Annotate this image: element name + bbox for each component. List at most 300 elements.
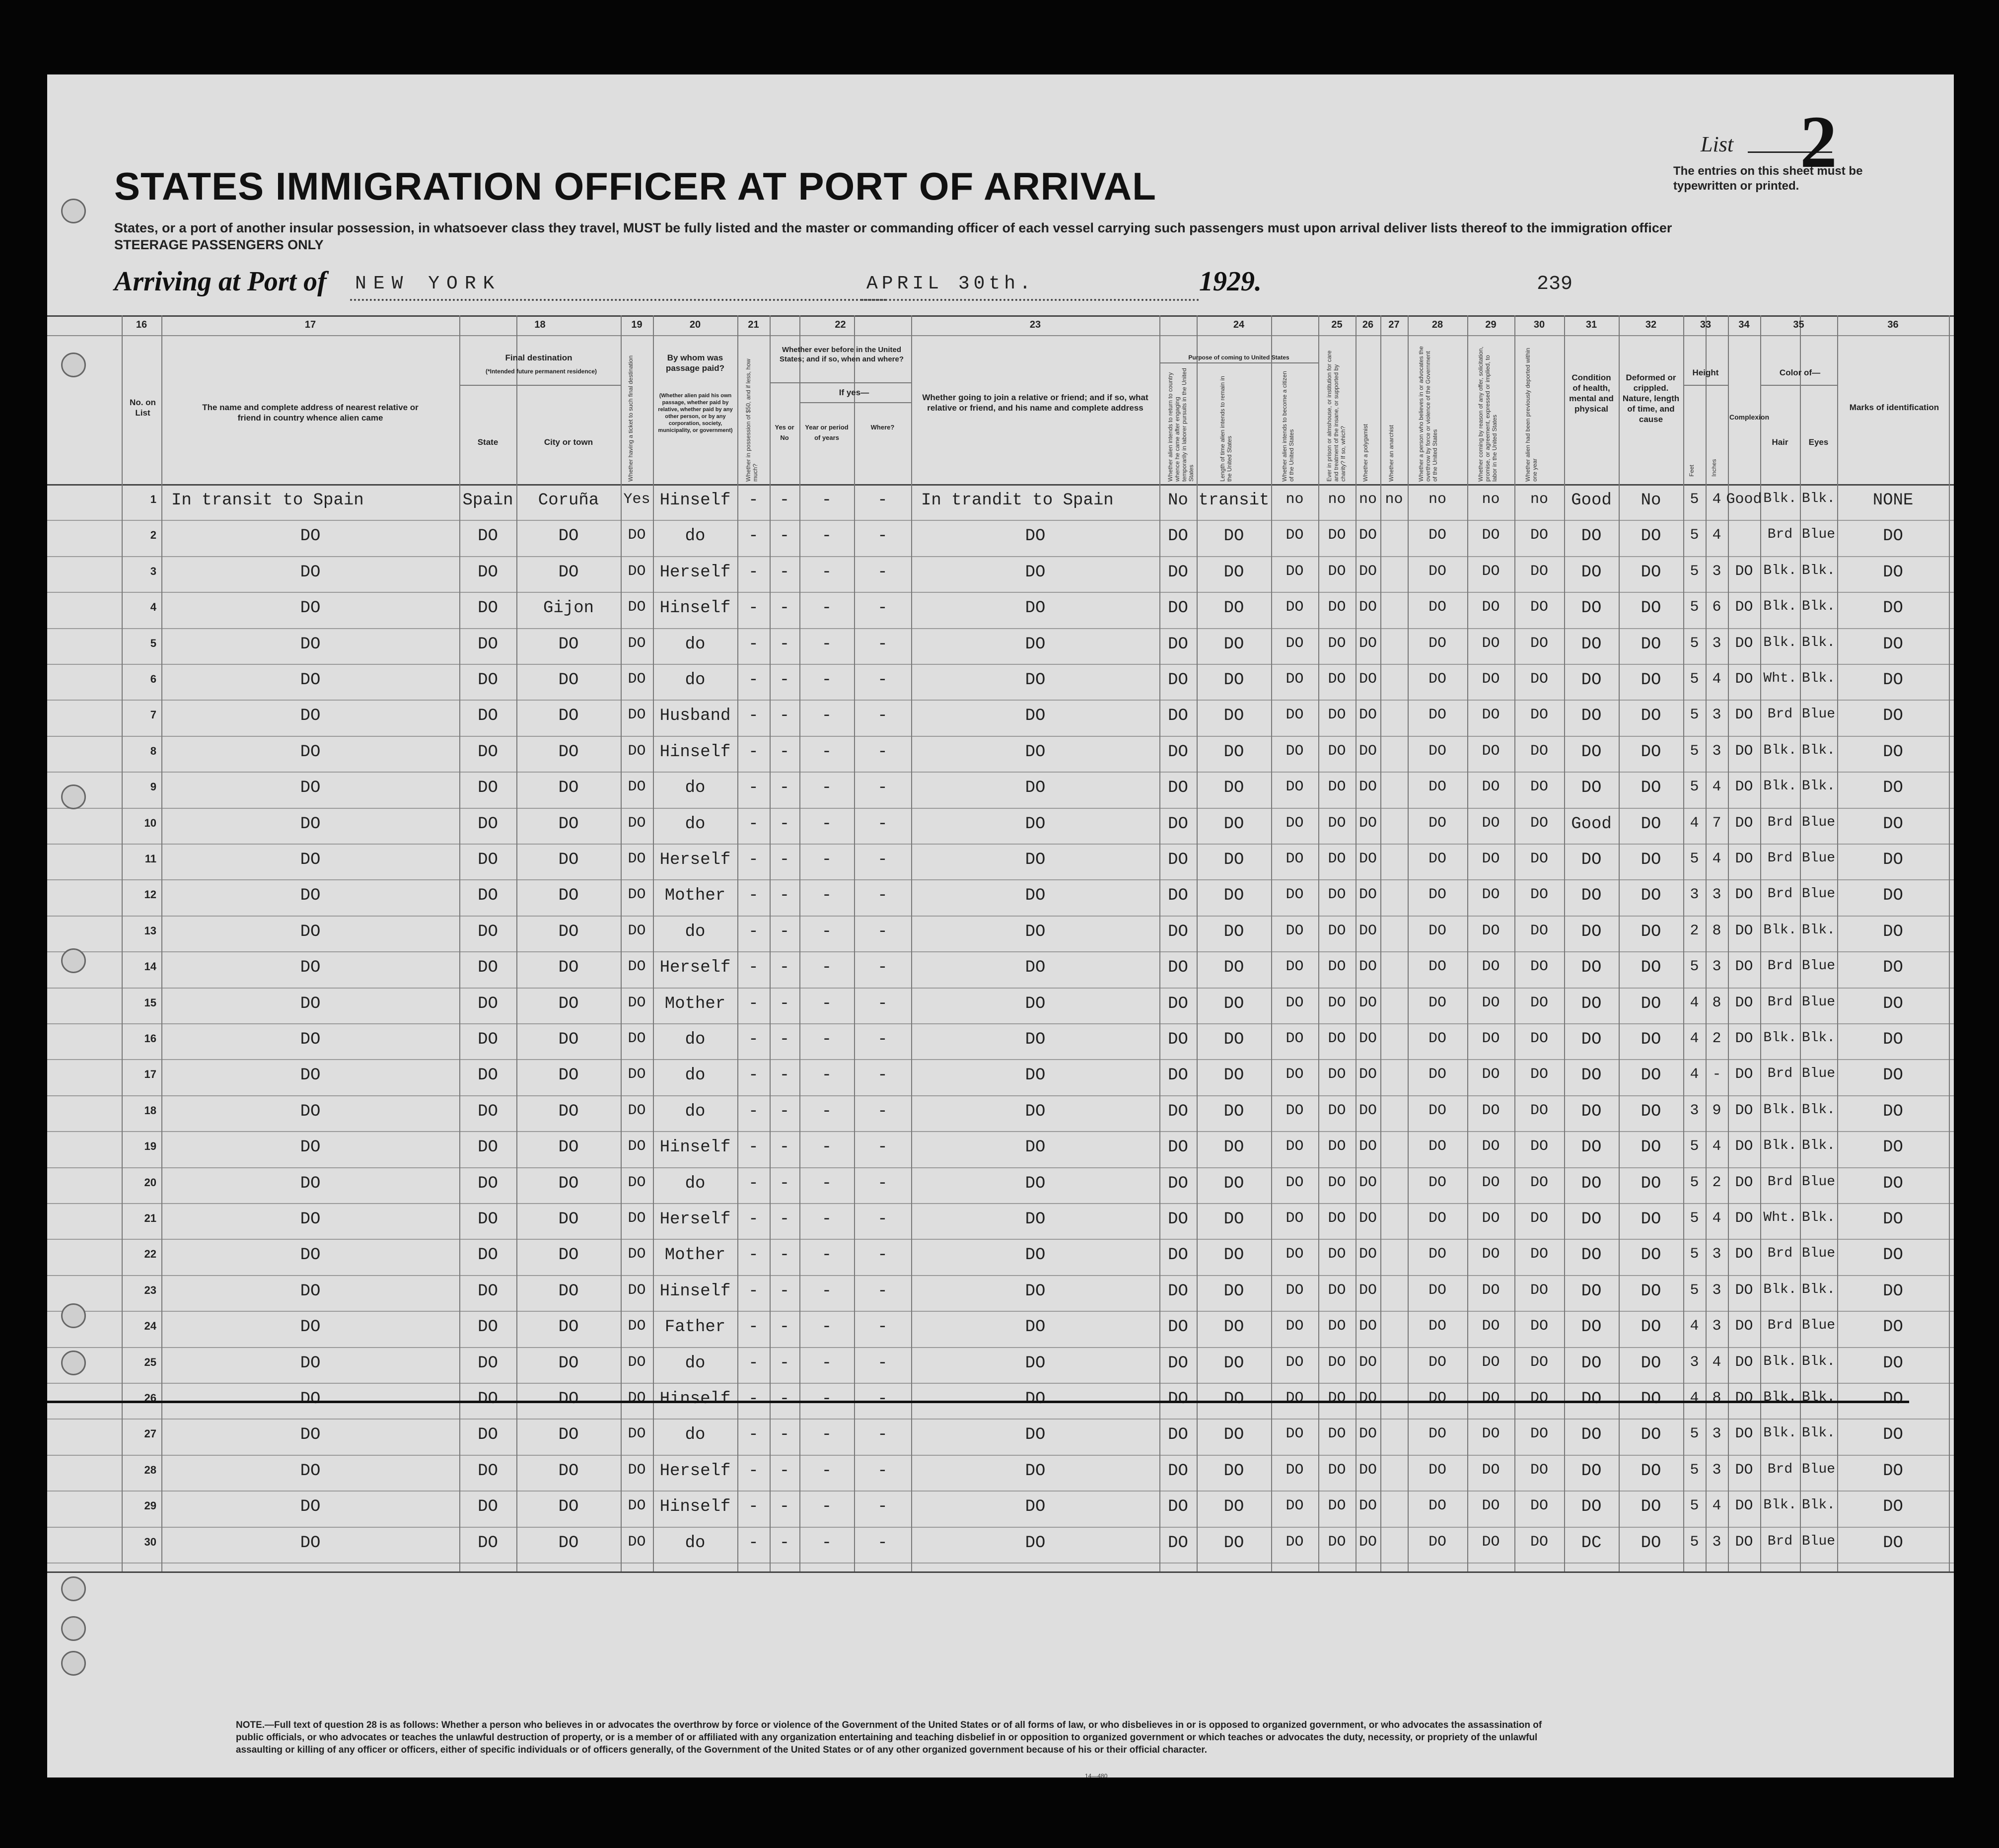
cell-in: 3 bbox=[1712, 1246, 1721, 1263]
header-polygamist: Whether a polygamist bbox=[1362, 424, 1369, 482]
cell-c25: DO bbox=[1328, 527, 1346, 544]
cell-hair: Blk. bbox=[1763, 1282, 1797, 1297]
cell-marks: DO bbox=[1883, 1246, 1903, 1265]
cell-rel: DO bbox=[300, 1066, 321, 1085]
header-final-destination-note: (*Intended future permanent residence) bbox=[485, 368, 597, 375]
cell-c28: DO bbox=[1428, 1138, 1447, 1155]
header-where: Where? bbox=[870, 424, 895, 431]
cell-city: DO bbox=[558, 527, 579, 546]
cell-tick: DO bbox=[628, 1534, 646, 1551]
cell-c22a: - bbox=[779, 671, 790, 690]
cell-p2: DO bbox=[1223, 1246, 1244, 1265]
cell-comp: DO bbox=[1735, 1174, 1753, 1191]
cell-paid: do bbox=[685, 1066, 706, 1085]
cell-ft: 3 bbox=[1690, 1354, 1699, 1371]
row-number: 8 bbox=[150, 745, 156, 757]
cell-p3: DO bbox=[1285, 1102, 1304, 1119]
cell-c22c: - bbox=[877, 1138, 888, 1157]
cell-c25: DO bbox=[1328, 1462, 1346, 1479]
cell-marks: DO bbox=[1883, 1066, 1903, 1085]
cell-c30: DO bbox=[1530, 1462, 1549, 1479]
cell-join: DO bbox=[1025, 1030, 1046, 1049]
cell-join: DO bbox=[1025, 527, 1046, 546]
cell-c28: DO bbox=[1428, 851, 1447, 867]
height-rule bbox=[1683, 385, 1728, 386]
cell-c28: DO bbox=[1428, 1066, 1447, 1083]
cell-def: DO bbox=[1641, 707, 1661, 725]
header-color-of: Color of— bbox=[1779, 368, 1821, 377]
cell-tick: DO bbox=[628, 743, 646, 760]
cell-c30: DO bbox=[1530, 1138, 1549, 1155]
cell-rel: DO bbox=[300, 1246, 321, 1265]
cell-cond: DO bbox=[1581, 1066, 1602, 1085]
cell-hair: Brd bbox=[1767, 815, 1793, 830]
cell-c22b: - bbox=[821, 1174, 832, 1193]
column-number-24: 24 bbox=[1233, 319, 1245, 330]
cell-eyes: Blue bbox=[1801, 815, 1836, 830]
cell-ft: 5 bbox=[1690, 491, 1699, 508]
column-divider bbox=[799, 315, 800, 1571]
cell-c29: DO bbox=[1482, 1534, 1500, 1551]
cell-c21: - bbox=[748, 1282, 759, 1301]
cell-paid: do bbox=[685, 1102, 706, 1121]
cell-c29: DO bbox=[1482, 1462, 1500, 1479]
cell-c28: DO bbox=[1428, 923, 1447, 939]
cell-c21: - bbox=[748, 851, 759, 869]
cell-c22c: - bbox=[877, 635, 888, 654]
cell-cond: DO bbox=[1581, 635, 1602, 654]
cell-join: DO bbox=[1025, 779, 1046, 797]
header-c30: Whether alien had been previously deported within one year bbox=[1524, 348, 1538, 482]
cell-p2: DO bbox=[1223, 1425, 1244, 1444]
cell-def: DO bbox=[1641, 743, 1661, 762]
cell-marks: DO bbox=[1883, 1138, 1903, 1157]
cell-p3: DO bbox=[1285, 995, 1304, 1011]
cell-c26: DO bbox=[1358, 1534, 1377, 1551]
cell-marks: DO bbox=[1883, 1390, 1903, 1409]
cell-city: DO bbox=[558, 1462, 579, 1481]
column-divider bbox=[1706, 315, 1707, 1571]
column-number-27: 27 bbox=[1388, 319, 1400, 330]
cell-c30: DO bbox=[1530, 923, 1549, 939]
cell-eyes: Blk. bbox=[1801, 1102, 1836, 1118]
cell-join: DO bbox=[1025, 815, 1046, 834]
cell-p1: DO bbox=[1168, 599, 1188, 618]
binder-hole bbox=[61, 948, 86, 973]
cell-p1: DO bbox=[1168, 1246, 1188, 1265]
cell-eyes: Blk. bbox=[1801, 1354, 1836, 1369]
cell-c21: - bbox=[748, 1030, 759, 1049]
cell-p3: DO bbox=[1285, 1030, 1304, 1047]
row-number: 25 bbox=[144, 1356, 156, 1368]
cell-rel: DO bbox=[300, 1497, 321, 1516]
cell-c28: DO bbox=[1428, 599, 1447, 616]
cell-def: DO bbox=[1641, 851, 1661, 869]
cell-c29: DO bbox=[1482, 635, 1500, 652]
cell-eyes: Blue bbox=[1801, 707, 1836, 722]
cell-marks: DO bbox=[1883, 958, 1903, 977]
cell-c29: DO bbox=[1482, 527, 1500, 544]
cell-c22c: - bbox=[877, 671, 888, 690]
cell-c28: DO bbox=[1428, 527, 1447, 544]
cell-hair: Blk. bbox=[1763, 779, 1797, 794]
cell-c25: DO bbox=[1328, 779, 1346, 795]
row-number: 18 bbox=[144, 1104, 156, 1117]
cell-in: 3 bbox=[1712, 1282, 1721, 1299]
cell-cond: DO bbox=[1581, 851, 1602, 869]
cell-in: 6 bbox=[1712, 599, 1721, 616]
cell-c22a: - bbox=[779, 815, 790, 834]
row-rule bbox=[47, 916, 1954, 917]
cell-eyes: Blue bbox=[1801, 1246, 1836, 1261]
cell-c30: DO bbox=[1530, 1497, 1549, 1514]
row-number: 29 bbox=[144, 1499, 156, 1512]
row-number: 6 bbox=[150, 673, 156, 685]
cell-c22b: - bbox=[821, 599, 832, 618]
cell-marks: DO bbox=[1883, 851, 1903, 869]
list-number: 2 bbox=[1800, 101, 1837, 183]
column-number-18: 18 bbox=[534, 319, 546, 330]
cell-join: DO bbox=[1025, 1497, 1046, 1516]
header-condition: Condition of health, mental and physical bbox=[1569, 373, 1614, 414]
row-rule bbox=[47, 1347, 1954, 1348]
cell-city: DO bbox=[558, 958, 579, 977]
cell-p3: DO bbox=[1285, 851, 1304, 867]
row-number: 23 bbox=[144, 1284, 156, 1296]
cell-c30: DO bbox=[1530, 815, 1549, 832]
cell-c28: DO bbox=[1428, 1390, 1447, 1407]
row-rule bbox=[47, 1383, 1954, 1384]
cell-ft: 5 bbox=[1690, 958, 1699, 975]
row-rule bbox=[47, 879, 1954, 880]
cell-p1: DO bbox=[1168, 851, 1188, 869]
cell-c25: DO bbox=[1328, 599, 1346, 616]
cell-p1: DO bbox=[1168, 995, 1188, 1013]
cell-in: 3 bbox=[1712, 958, 1721, 975]
cell-p1: DO bbox=[1168, 958, 1188, 977]
column-divider bbox=[1271, 315, 1272, 1571]
cell-c22c: - bbox=[877, 1174, 888, 1193]
cell-cond: Good bbox=[1571, 815, 1612, 834]
cell-p2: DO bbox=[1223, 563, 1244, 582]
cell-c21: - bbox=[748, 958, 759, 977]
cell-eyes: Blk. bbox=[1801, 1030, 1836, 1046]
header-purpose-c: Whether alien intends to become a citizen of the United States bbox=[1281, 371, 1295, 482]
column-number-19: 19 bbox=[631, 319, 643, 330]
cell-c30: DO bbox=[1530, 1425, 1549, 1442]
cell-p2: DO bbox=[1223, 671, 1244, 690]
cell-c26: DO bbox=[1358, 527, 1377, 544]
column-divider bbox=[1408, 315, 1409, 1571]
cell-marks: DO bbox=[1883, 995, 1903, 1013]
cell-c22a: - bbox=[779, 1318, 790, 1337]
cell-rel: DO bbox=[300, 1390, 321, 1409]
cell-c22c: - bbox=[877, 599, 888, 618]
cell-rel: DO bbox=[300, 1174, 321, 1193]
cell-p2: DO bbox=[1223, 1138, 1244, 1157]
cell-hair: Blk. bbox=[1763, 599, 1797, 614]
cell-p2: DO bbox=[1223, 1534, 1244, 1553]
cell-join: DO bbox=[1025, 1354, 1046, 1373]
cell-comp: DO bbox=[1735, 1138, 1753, 1155]
cell-comp: DO bbox=[1735, 779, 1753, 795]
cell-eyes: Blue bbox=[1801, 527, 1836, 542]
cell-marks: DO bbox=[1883, 1425, 1903, 1444]
cell-comp: DO bbox=[1735, 1425, 1753, 1442]
cell-c26: DO bbox=[1358, 563, 1377, 580]
cell-eyes: Blk. bbox=[1801, 779, 1836, 794]
cell-join: DO bbox=[1025, 1390, 1046, 1409]
cell-p3: DO bbox=[1285, 1282, 1304, 1299]
cell-eyes: Blk. bbox=[1801, 1497, 1836, 1513]
cell-marks: NONE bbox=[1872, 491, 1914, 510]
cell-p1: DO bbox=[1168, 635, 1188, 654]
cell-marks: DO bbox=[1883, 779, 1903, 797]
cell-def: DO bbox=[1641, 1282, 1661, 1301]
cell-comp: DO bbox=[1735, 1102, 1753, 1119]
cell-c29: DO bbox=[1482, 886, 1500, 903]
cell-p3: DO bbox=[1285, 1066, 1304, 1083]
cell-p3: DO bbox=[1285, 1534, 1304, 1551]
cell-p1: DO bbox=[1168, 743, 1188, 762]
cell-city: DO bbox=[558, 671, 579, 690]
cell-c21: - bbox=[748, 1354, 759, 1373]
column-divider bbox=[1949, 315, 1950, 1571]
cell-eyes: Blk. bbox=[1801, 1425, 1836, 1441]
binder-hole bbox=[61, 784, 86, 809]
cell-c26: DO bbox=[1358, 1138, 1377, 1155]
cell-c21: - bbox=[748, 1318, 759, 1337]
cell-rel: DO bbox=[300, 958, 321, 977]
cell-state: DO bbox=[478, 1497, 498, 1516]
year-value: 1929. bbox=[1199, 266, 1262, 297]
list-label: List bbox=[1701, 132, 1734, 156]
row-number: 2 bbox=[150, 529, 156, 541]
cell-p1: DO bbox=[1168, 1425, 1188, 1444]
cell-c30: DO bbox=[1530, 1210, 1549, 1227]
cell-rel: DO bbox=[300, 671, 321, 690]
cell-p2: DO bbox=[1223, 1210, 1244, 1229]
cell-cond: DO bbox=[1581, 1030, 1602, 1049]
cell-tick: DO bbox=[628, 1246, 646, 1263]
cell-c22b: - bbox=[821, 1497, 832, 1516]
cell-join: DO bbox=[1025, 671, 1046, 690]
cell-c28: DO bbox=[1428, 1282, 1447, 1299]
cell-city: DO bbox=[558, 1030, 579, 1049]
column-number-36: 36 bbox=[1887, 319, 1899, 330]
cell-c22a: - bbox=[779, 1246, 790, 1265]
cell-c29: DO bbox=[1482, 1282, 1500, 1299]
cell-hair: Blk. bbox=[1763, 1497, 1797, 1513]
cell-state: DO bbox=[478, 1246, 498, 1265]
cell-c22b: - bbox=[821, 958, 832, 977]
cell-rel: DO bbox=[300, 886, 321, 905]
row-rule bbox=[47, 1563, 1954, 1564]
column-divider bbox=[161, 315, 162, 1571]
cell-def: DO bbox=[1641, 1354, 1661, 1373]
cell-c29: DO bbox=[1482, 1246, 1500, 1263]
cell-hair: Blk. bbox=[1763, 1030, 1797, 1046]
cell-c22a: - bbox=[779, 1102, 790, 1121]
cell-comp: DO bbox=[1735, 1534, 1753, 1551]
cell-ft: 5 bbox=[1690, 1138, 1699, 1155]
cell-c22c: - bbox=[877, 995, 888, 1013]
cell-c22c: - bbox=[877, 1534, 888, 1553]
cell-tick: DO bbox=[628, 1066, 646, 1083]
row-rule bbox=[47, 1239, 1954, 1240]
cell-p1: DO bbox=[1168, 671, 1188, 690]
cell-p2: DO bbox=[1223, 1282, 1244, 1301]
cell-c28: DO bbox=[1428, 958, 1447, 975]
cell-paid: Mother bbox=[664, 1246, 726, 1265]
cell-c22a: - bbox=[779, 1534, 790, 1553]
cell-hair: Brd bbox=[1767, 1462, 1793, 1477]
cell-p3: DO bbox=[1285, 1210, 1304, 1227]
cell-c26: DO bbox=[1358, 1425, 1377, 1442]
header-feet: Feet bbox=[1688, 464, 1695, 477]
cell-join: DO bbox=[1025, 743, 1046, 762]
column-number-28: 28 bbox=[1431, 319, 1443, 330]
cell-p1: DO bbox=[1168, 1282, 1188, 1301]
header-by-whom-paid-note: (Whether alien paid his own passage, whether paid by relative, whether paid by any other person, or by any corporation, society, municipality, or government) bbox=[658, 393, 733, 433]
binder-hole bbox=[61, 1576, 86, 1601]
cell-cond: DO bbox=[1581, 563, 1602, 582]
cell-c22b: - bbox=[821, 1534, 832, 1553]
cell-c21: - bbox=[748, 707, 759, 725]
column-divider bbox=[621, 315, 622, 1571]
cell-c30: DO bbox=[1530, 671, 1549, 688]
cell-c29: DO bbox=[1482, 1497, 1500, 1514]
cell-def: DO bbox=[1641, 599, 1661, 618]
cell-c21: - bbox=[748, 563, 759, 582]
cell-p1: DO bbox=[1168, 1534, 1188, 1553]
cell-marks: DO bbox=[1883, 599, 1903, 618]
cell-def: DO bbox=[1641, 923, 1661, 941]
cell-comp: Good bbox=[1726, 491, 1762, 508]
cell-p2: DO bbox=[1223, 1030, 1244, 1049]
cell-tick: DO bbox=[628, 958, 646, 975]
cell-c22c: - bbox=[877, 1246, 888, 1265]
cell-c28: DO bbox=[1428, 1174, 1447, 1191]
row-number: 12 bbox=[144, 888, 156, 901]
form-number: 14—480 bbox=[1085, 1773, 1108, 1777]
cell-c28: DO bbox=[1428, 1462, 1447, 1479]
header-purpose-b: Length of time alien intends to remain in the United States bbox=[1219, 376, 1233, 482]
cell-c30: DO bbox=[1530, 995, 1549, 1011]
cell-p3: DO bbox=[1285, 743, 1304, 760]
cell-c30: DO bbox=[1530, 886, 1549, 903]
cell-c22a: - bbox=[779, 1462, 790, 1481]
cell-tick: DO bbox=[628, 923, 646, 939]
cell-city: DO bbox=[558, 1102, 579, 1121]
cell-p1: DO bbox=[1168, 1462, 1188, 1481]
cell-state: Spain bbox=[462, 491, 513, 510]
cell-c21: - bbox=[748, 1425, 759, 1444]
cell-c22c: - bbox=[877, 1462, 888, 1481]
cell-c28: DO bbox=[1428, 743, 1447, 760]
cell-rel: DO bbox=[300, 1318, 321, 1337]
cell-cond: DO bbox=[1581, 1497, 1602, 1516]
cell-marks: DO bbox=[1883, 923, 1903, 941]
entries-note: The entries on this sheet must be typewritten or printed. bbox=[1673, 164, 1863, 193]
column-divider bbox=[122, 315, 123, 1571]
cell-state: DO bbox=[478, 1354, 498, 1373]
cell-c22a: - bbox=[779, 923, 790, 941]
cell-comp: DO bbox=[1735, 563, 1753, 580]
row-rule bbox=[47, 664, 1954, 665]
cell-comp: DO bbox=[1735, 1246, 1753, 1263]
cell-c25: DO bbox=[1328, 851, 1346, 867]
cell-c22b: - bbox=[821, 1354, 832, 1373]
cell-state: DO bbox=[478, 1318, 498, 1337]
cell-eyes: Blk. bbox=[1801, 1138, 1836, 1153]
cell-c28: DO bbox=[1428, 886, 1447, 903]
cell-tick: DO bbox=[628, 1390, 646, 1407]
cell-c30: DO bbox=[1530, 635, 1549, 652]
column-divider bbox=[1159, 315, 1160, 1571]
cell-def: DO bbox=[1641, 527, 1661, 546]
cell-comp: DO bbox=[1735, 1282, 1753, 1299]
column-divider bbox=[911, 315, 912, 1571]
cell-eyes: Blk. bbox=[1801, 671, 1836, 686]
cell-eyes: Blk. bbox=[1801, 491, 1836, 506]
cell-tick: DO bbox=[628, 1102, 646, 1119]
cell-c26: DO bbox=[1358, 743, 1377, 760]
cell-rel: DO bbox=[300, 1354, 321, 1373]
cell-comp: DO bbox=[1735, 995, 1753, 1011]
arriving-label: Arriving at Port of bbox=[114, 266, 327, 297]
cell-in: 9 bbox=[1712, 1102, 1721, 1119]
cell-ft: 4 bbox=[1690, 1390, 1699, 1407]
cell-c25: DO bbox=[1328, 1246, 1346, 1263]
cell-c29: DO bbox=[1482, 1102, 1500, 1119]
column-divider bbox=[653, 315, 654, 1571]
cell-eyes: Blk. bbox=[1801, 1282, 1836, 1297]
cell-c30: DO bbox=[1530, 1066, 1549, 1083]
cell-c26: DO bbox=[1358, 599, 1377, 616]
cell-c22a: - bbox=[779, 1066, 790, 1085]
cell-p3: DO bbox=[1285, 671, 1304, 688]
cell-c30: DO bbox=[1530, 1282, 1549, 1299]
header-ticket: Whether having a ticket to such final destination bbox=[627, 355, 634, 482]
row-rule bbox=[47, 808, 1954, 809]
cell-join: DO bbox=[1025, 635, 1046, 654]
cell-p3: DO bbox=[1285, 635, 1304, 652]
cell-ft: 5 bbox=[1690, 1462, 1699, 1479]
cell-c22b: - bbox=[821, 1246, 832, 1265]
cell-c22a: - bbox=[779, 1210, 790, 1229]
cell-join: DO bbox=[1025, 1425, 1046, 1444]
row-rule bbox=[47, 1131, 1954, 1132]
cell-c26: DO bbox=[1358, 1462, 1377, 1479]
cell-ft: 5 bbox=[1690, 1174, 1699, 1191]
cell-city: DO bbox=[558, 1246, 579, 1265]
cell-c22b: - bbox=[821, 1030, 832, 1049]
cell-c26: DO bbox=[1358, 886, 1377, 903]
column-divider bbox=[1619, 315, 1620, 1571]
cell-p2: DO bbox=[1223, 1102, 1244, 1121]
cell-comp: DO bbox=[1735, 1462, 1753, 1479]
binder-hole bbox=[61, 1616, 86, 1641]
port-dotted-line bbox=[350, 299, 886, 301]
cell-join: DO bbox=[1025, 1282, 1046, 1301]
cell-def: DO bbox=[1641, 886, 1661, 905]
cell-join: DO bbox=[1025, 707, 1046, 725]
cell-c30: DO bbox=[1530, 851, 1549, 867]
column-number-17: 17 bbox=[304, 319, 316, 330]
cell-hair: Wht. bbox=[1763, 671, 1797, 686]
cell-paid: Mother bbox=[664, 886, 726, 905]
